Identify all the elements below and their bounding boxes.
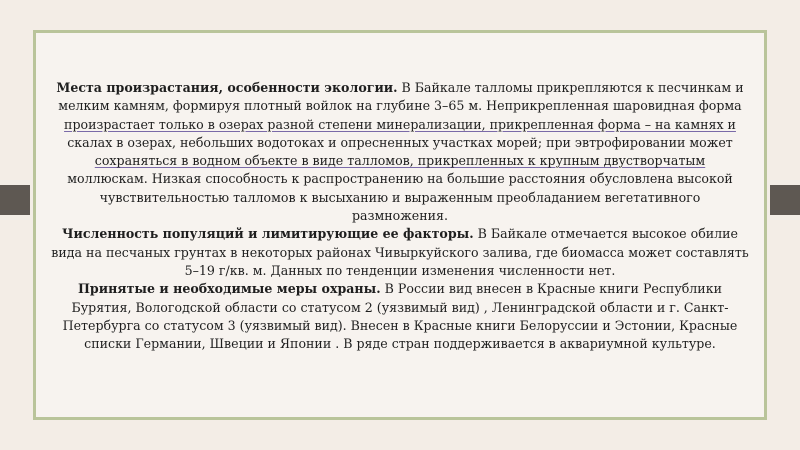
- text-line: 5–19 г/кв. м. Данных по тенденции изменения численности нет.: [184, 262, 616, 278]
- right-decor-band: [770, 185, 800, 215]
- text-line: размножения.: [352, 208, 448, 224]
- text-line: произрастает только в озерах разной степени минерализации, прикрепленная форма – на камнях и: [64, 116, 736, 132]
- text-line: сохраняться в водном объекте в виде талломов, прикрепленных к крупным двустворчатым: [94, 153, 706, 169]
- text-line: списки Германии, Швеции и Японии . В ряде стран поддерживается в аквариумной культуре.: [84, 336, 716, 352]
- left-decor-band: [0, 185, 30, 215]
- section-heading-ecology: Места произрастания, особенности экологии.: [56, 80, 398, 95]
- text-line: Места произрастания, особенности экологии. В Байкале талломы прикрепляются к песчинкам и: [56, 80, 744, 95]
- text-line: Бурятия, Вологодской области со статусом 2 (уязвимый вид) , Ленинградской области и г. Санкт-: [71, 299, 729, 315]
- text-line: Принятые и необходимые меры охраны. В России вид внесен в Красные книги Республики: [78, 281, 722, 297]
- text-line: мелким камням, формируя плотный войлок на глубине 3–65 м. Неприкрепленная шаровидная форма: [58, 98, 742, 114]
- text-line: Численность популяций и лимитирующие ее факторы. В Байкале отмечается высокое обилие: [61, 226, 739, 242]
- text-line: моллюскам. Низкая способность к распространению на большие расстояния обусловлена высокой: [67, 171, 733, 187]
- text-line: скалах в озерах, небольших водотоках и опресненных участках морей; при эвтрофировании может: [67, 134, 733, 150]
- text-line: чувствительностью талломов к высыханию и выраженным преобладанием вегетативного: [99, 189, 701, 205]
- section-heading-protection: Принятые и необходимые меры охраны.: [78, 281, 381, 297]
- section-heading-population: Численность популяций и лимитирующие ее факторы.: [61, 226, 474, 242]
- slide-text: [44, 79, 756, 353]
- text-line: Петербурга со статусом 3 (уязвимый вид). Внесен в Красные книги Белоруссии и Эстонии, Красные: [62, 317, 738, 333]
- text-line: вида на песчаных грунтах в некоторых районах Чивыркуйского залива, где биомасса может составлять: [51, 244, 749, 260]
